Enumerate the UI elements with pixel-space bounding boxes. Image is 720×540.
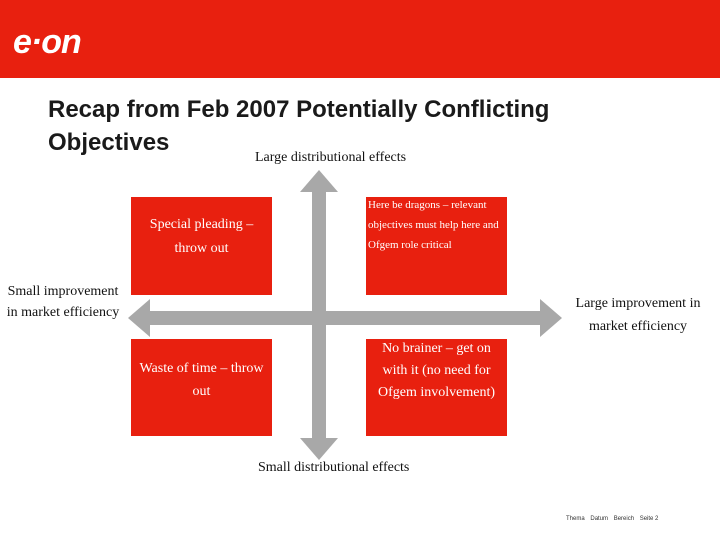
footer-date: Datum (590, 516, 609, 522)
quadrant-top-left-text: Special pleading – throw out (149, 217, 254, 256)
page-title: Recap from Feb 2007 Potentially Conflicting Objectives (48, 96, 550, 156)
arrow-up (300, 170, 338, 192)
footer-area: Bereich (613, 516, 635, 522)
axis-label-right: Large improvement in market efficiency (575, 296, 701, 334)
axis-label-bottom: Small distributional effects (258, 460, 410, 475)
quadrant-top-right-text: Here be dragons – relevant objectives must help here and Ofgem role critical (368, 199, 499, 251)
arrow-left (128, 299, 150, 337)
footer-page: Seite 2 (639, 516, 659, 522)
horizontal-axis (148, 311, 542, 325)
axis-label-left: Small improvement in market efficiency (6, 284, 120, 320)
quadrant-bottom-right-text: No brainer – get on with it (no need for Ofgem involvement) (377, 341, 496, 400)
arrow-down (300, 438, 338, 460)
footer (566, 516, 662, 522)
axis-label-top: Large distributional effects (255, 150, 407, 165)
quadrant-bottom-left-text: Waste of time – throw out (139, 361, 264, 399)
footer-theme: Thema (566, 516, 585, 522)
eon-logo: e·on (13, 23, 81, 61)
